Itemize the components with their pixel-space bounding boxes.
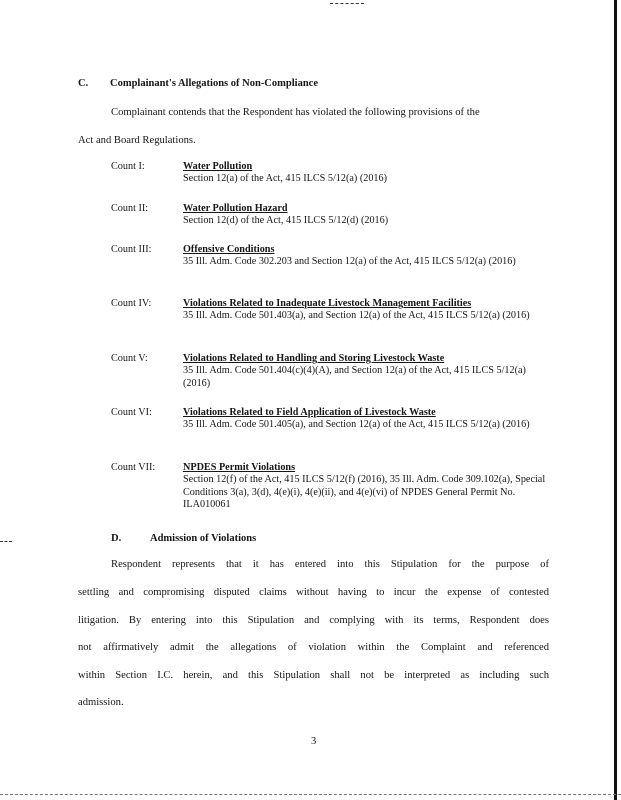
count-label: Count VI: (111, 407, 152, 418)
count-citation: 35 Ill. Adm. Code 501.403(a), and Section 12(a) of the Act, 415 ILCS 5/12(a) (2016) (183, 310, 530, 322)
section-c-intro-line-2: Act and Board Regulations. (78, 135, 196, 146)
section-c-title: Complainant's Allegations of Non-Compliance (110, 78, 318, 89)
count-citation: 35 Ill. Adm. Code 302.203 and Section 12(a) of the Act, 415 ILCS 5/12(a) (2016) (183, 256, 516, 268)
section-d-title: Admission of Violations (150, 533, 257, 544)
section-d-line: within Section I.C. herein, and this Stipulation shall not be interpreted as including such (78, 670, 549, 681)
count-label: Count IV: (111, 298, 152, 309)
page-number: 3 (311, 736, 317, 747)
count-label: Count V: (111, 353, 148, 364)
section-c-letter: C. (78, 78, 89, 89)
count-title: NPDES Permit Violations (183, 462, 296, 473)
count-title: Water Pollution (183, 161, 253, 172)
scan-edge-bottom (0, 794, 621, 796)
section-d-line: settling and compromising disputed claims without having to incur the expense of contested (78, 587, 549, 598)
section-c-intro-line-1: Complainant contends that the Respondent has violated the following provisions of the (111, 107, 480, 118)
count-citation: Section 12(d) of the Act, 415 ILCS 5/12(d) (2016) (183, 215, 389, 227)
count-label: Count II: (111, 203, 149, 214)
count-citation: 35 Ill. Adm. Code 501.405(a), and Section 12(a) of the Act, 415 ILCS 5/12(a) (2016) (183, 419, 530, 431)
count-citation: Section 12(a) of the Act, 415 ILCS 5/12(a) (2016) (183, 173, 387, 185)
section-d-last-line: admission. (78, 697, 124, 708)
section-d-line: not affirmatively admit the allegations of violation within the Complaint and referenced (78, 642, 549, 653)
section-d-letter: D. (111, 533, 122, 544)
count-title: Violations Related to Handling and Storing Livestock Waste (183, 353, 445, 364)
scan-mark-left (0, 541, 12, 543)
count-title: Offensive Conditions (183, 244, 275, 255)
count-citation: Section 12(f) of the Act, 415 ILCS 5/12(f) (2016), 35 Ill. Adm. Code 309.102(a), Special Conditions 3(a), 3(d), 4(e)(i), 4(e)(ii), and 4(e)(vi) of NPDES General Permit No. ILA010061 (183, 474, 546, 511)
section-d-line: litigation. By entering into this Stipulation and complying with its terms, Respondent does (78, 615, 549, 626)
count-label: Count I: (111, 161, 145, 172)
count-label: Count III: (111, 244, 152, 255)
section-d-line: Respondent represents that it has entered into this Stipulation for the purpose of (111, 559, 549, 570)
count-title: Violations Related to Inadequate Livestock Management Facilities (183, 298, 472, 309)
count-label: Count VII: (111, 462, 156, 473)
scan-edge-right (614, 0, 617, 800)
count-citation: 35 Ill. Adm. Code 501.404(c)(4)(A), and Section 12(a) of the Act, 415 ILCS 5/12(a) (2016) (183, 365, 526, 389)
count-title: Violations Related to Field Application of Livestock Waste (183, 407, 436, 418)
scan-edge-top (330, 3, 364, 5)
count-title: Water Pollution Hazard (183, 203, 288, 214)
